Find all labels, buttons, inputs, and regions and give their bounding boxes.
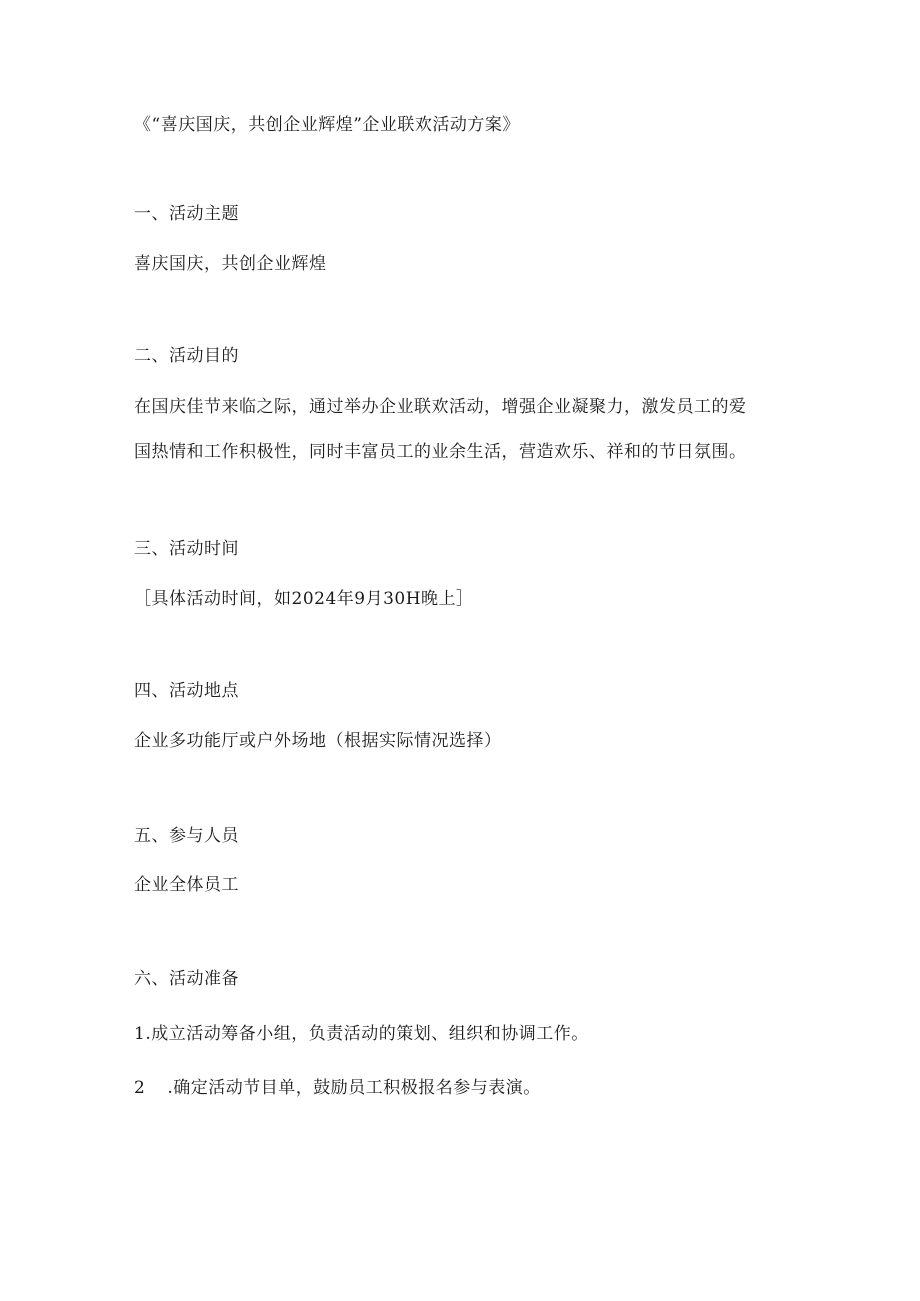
section-heading-preparation: 六、活动准备 (134, 969, 239, 989)
list-item-number: 2 (134, 1078, 146, 1098)
section-body-purpose-line-1: 在国庆佳节来临之际，通过举办企业联欢活动，增强企业凝聚力，激发员工的爱 (134, 397, 747, 417)
document-title: 《“喜庆国庆，共创企业辉煌”企业联欢活动方案》 (134, 115, 520, 135)
section-body-participants: 企业全体员工 (134, 875, 239, 895)
section-heading-time: 三、活动时间 (134, 539, 239, 559)
list-item-text: .确定活动节目单，鼓励员工积极报名参与表演。 (167, 1078, 541, 1098)
list-item-text: .成立活动筹备小组，负责活动的策划、组织和协调工作。 (145, 1024, 589, 1044)
section-body-time: ［具体活动时间，如2024年9月30H晚上］ (134, 589, 474, 609)
section-heading-location: 四、活动地点 (134, 681, 239, 701)
section-body-purpose-line-2: 国热情和工作积极性，同时丰富员工的业余生活，营造欢乐、祥和的节日氛围。 (134, 442, 747, 462)
section-heading-theme: 一、活动主题 (134, 204, 239, 224)
list-item-number: 1 (134, 1024, 146, 1044)
list-item (134, 1022, 589, 1046)
section-body-location: 企业多功能厅或户外场地（根据实际情况选择） (134, 731, 502, 751)
section-heading-purpose: 二、活动目的 (134, 346, 239, 366)
section-heading-participants: 五、参与人员 (134, 826, 239, 846)
list-item (134, 1076, 541, 1100)
section-body-theme: 喜庆国庆，共创企业辉煌 (134, 254, 327, 274)
